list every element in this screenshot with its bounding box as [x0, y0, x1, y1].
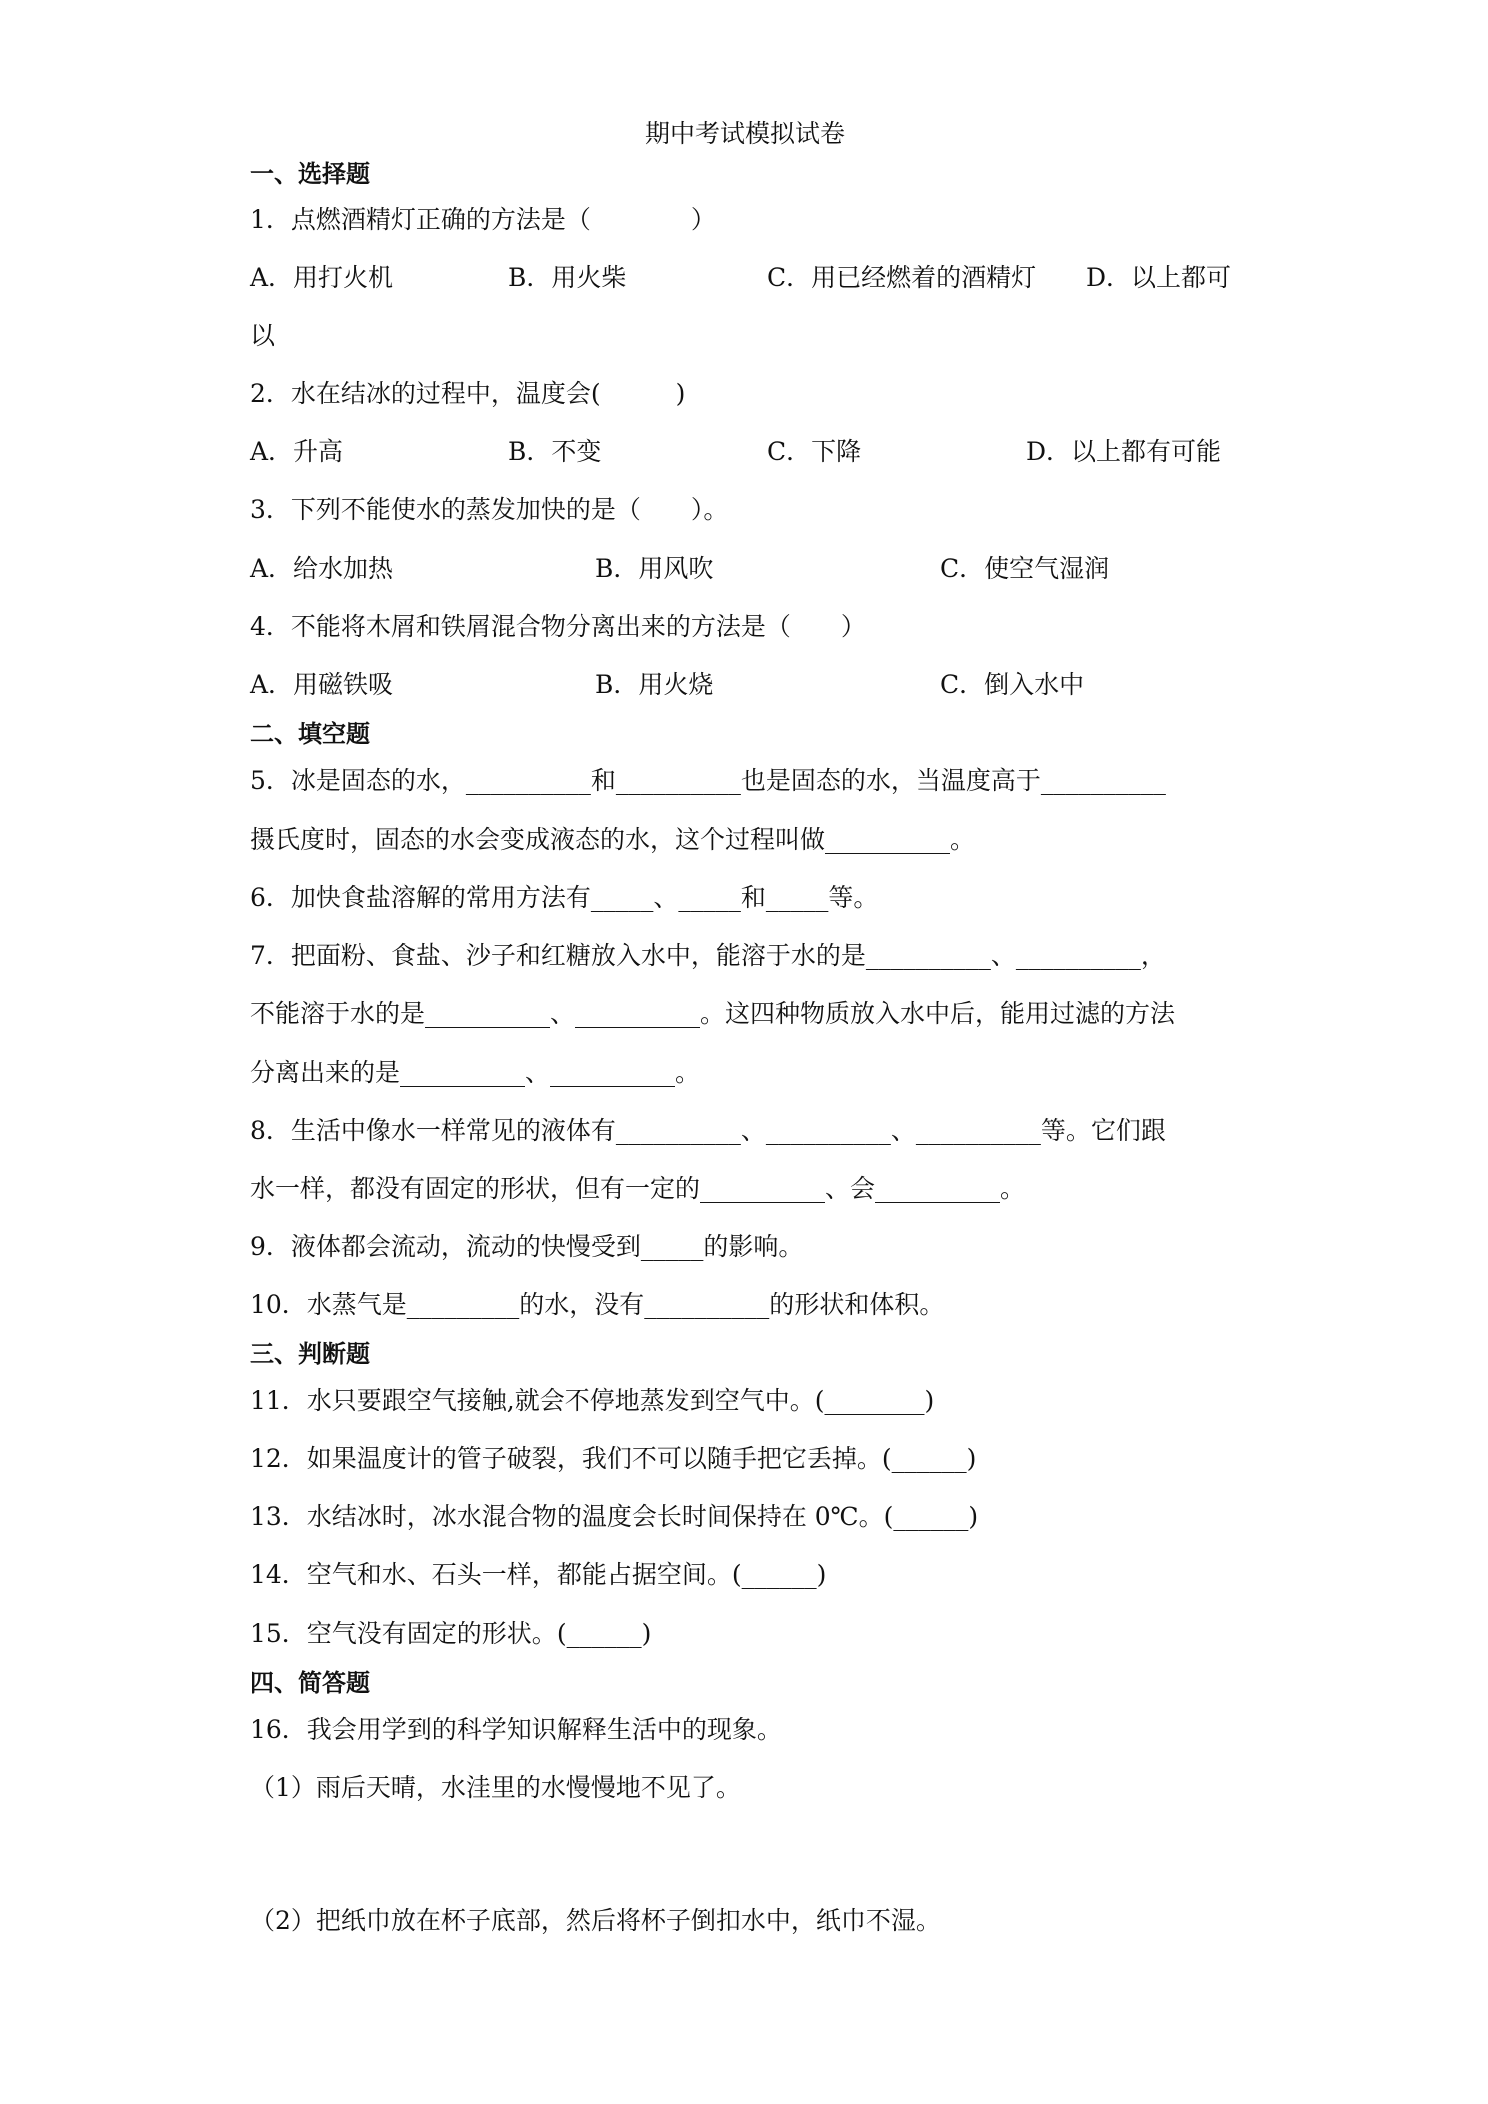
- question-6: 6．加快食盐溶解的常用方法有_____、_____和_____等。: [250, 883, 879, 912]
- q3-option-c: C．使空气湿润: [940, 554, 1110, 583]
- section-heading-choice: 一、选择题: [250, 160, 370, 188]
- question-16-part-2: （2）把纸巾放在杯子底部，然后将杯子倒扣水中，纸巾不湿。: [250, 1906, 941, 1935]
- question-4-stem: 4．不能将木屑和铁屑混合物分离出来的方法是（ ）: [250, 612, 866, 641]
- q2-option-b: B．不变: [508, 437, 602, 466]
- q1-option-d-wrap: 以: [250, 321, 276, 350]
- question-13: 13．水结冰时，冰水混合物的温度会长时间保持在 0℃。(______): [250, 1502, 979, 1531]
- section-heading-short-answer: 四、简答题: [250, 1669, 370, 1697]
- question-5-line-2: 摄氏度时，固态的水会变成液态的水，这个过程叫做__________。: [250, 825, 976, 854]
- question-9: 9．液体都会流动，流动的快慢受到_____的影响。: [250, 1232, 804, 1261]
- question-16: 16．我会用学到的科学知识解释生活中的现象。: [250, 1715, 782, 1744]
- q4-option-c: C．倒入水中: [940, 670, 1085, 699]
- question-7-line-2: 不能溶于水的是__________、__________。这四种物质放入水中后，能用过滤的方法: [250, 999, 1176, 1028]
- section-heading-judge: 三、判断题: [250, 1340, 370, 1368]
- question-8-line-1: 8．生活中像水一样常见的液体有__________、__________、__________等。它们跟: [250, 1116, 1166, 1145]
- q2-option-c: C．下降: [767, 437, 862, 466]
- question-12: 12．如果温度计的管子破裂，我们不可以随手把它丢掉。(______): [250, 1444, 977, 1473]
- q2-option-a: A．升高: [250, 437, 344, 466]
- question-16-part-1: （1）雨后天晴，水洼里的水慢慢地不见了。: [250, 1773, 741, 1802]
- q3-option-b: B．用风吹: [595, 554, 714, 583]
- q3-option-a: A．给水加热: [250, 554, 394, 583]
- question-14: 14．空气和水、石头一样，都能占据空间。(______): [250, 1560, 827, 1589]
- question-5-line-1: 5．冰是固态的水，__________和__________也是固态的水，当温度高于__________: [250, 766, 1166, 795]
- section-heading-fill: 二、填空题: [250, 720, 370, 748]
- q1-option-b: B．用火柴: [508, 263, 627, 292]
- question-10: 10．水蒸气是_________的水，没有__________的形状和体积。: [250, 1290, 945, 1319]
- q1-option-d: D．以上都可: [1086, 263, 1232, 292]
- question-7-line-3: 分离出来的是__________、__________。: [250, 1058, 701, 1087]
- q1-option-c: C．用已经燃着的酒精灯: [767, 263, 1037, 292]
- q2-option-d: D．以上都有可能: [1026, 437, 1222, 466]
- question-2-stem: 2．水在结冰的过程中，温度会( ): [250, 379, 686, 408]
- question-11: 11．水只要跟空气接触,就会不停地蒸发到空气中。(________): [250, 1386, 935, 1415]
- question-1-stem: 1．点燃酒精灯正确的方法是（ ）: [250, 205, 716, 234]
- q4-option-b: B．用火烧: [595, 670, 714, 699]
- question-7-line-1: 7．把面粉、食盐、沙子和红糖放入水中，能溶于水的是__________、__________，: [250, 941, 1166, 970]
- question-15: 15．空气没有固定的形状。(______): [250, 1619, 652, 1648]
- page-title: 期中考试模拟试卷: [645, 119, 846, 148]
- q1-option-a: A．用打火机: [250, 263, 394, 292]
- question-3-stem: 3．下列不能使水的蒸发加快的是（ ）。: [250, 495, 729, 524]
- q4-option-a: A．用磁铁吸: [250, 670, 394, 699]
- question-8-line-2: 水一样，都没有固定的形状，但有一定的__________、会__________。: [250, 1174, 1026, 1203]
